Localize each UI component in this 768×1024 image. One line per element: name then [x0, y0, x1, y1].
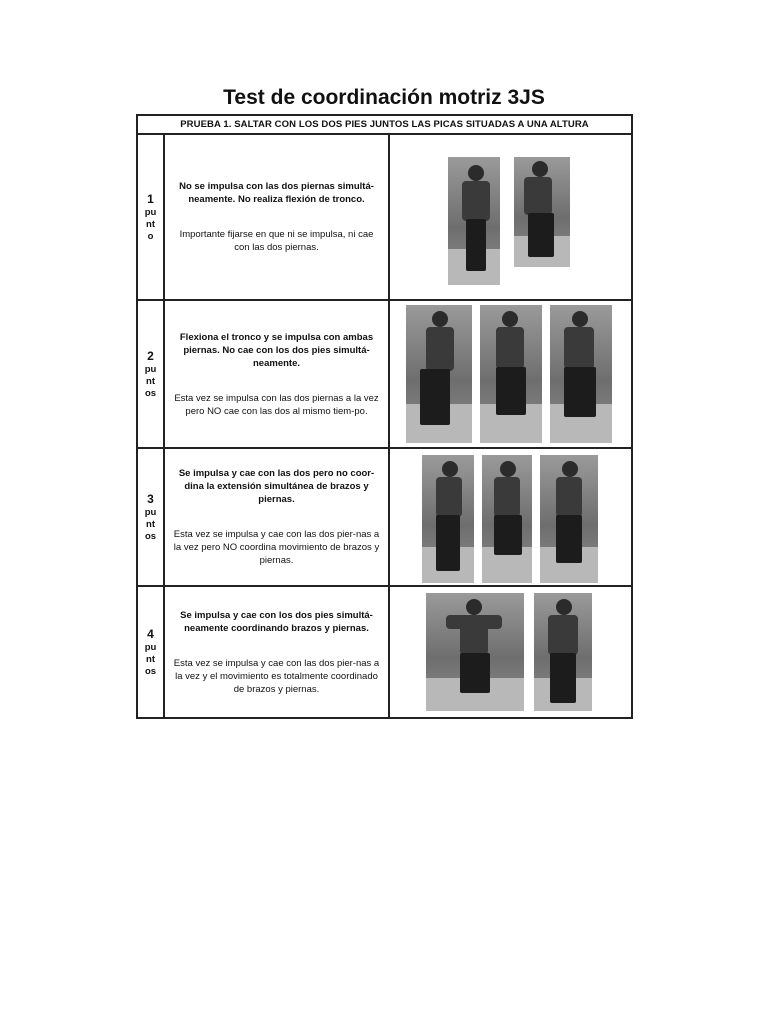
note-text: Esta vez se impulsa y cae con las dos pier-nas a la vez y el movimiento es totalmente coordinado de brazos y piernas.: [173, 657, 380, 695]
note-text: Importante fijarse en que ni se impulsa, ni cae con las dos piernas.: [179, 229, 374, 253]
description-cell: [164, 300, 389, 448]
photo-cell: [389, 448, 632, 586]
score-word-part: os: [144, 530, 157, 542]
photo-cell: [389, 586, 632, 718]
jump-photo: [480, 305, 542, 443]
table-row: [137, 448, 632, 586]
score-number: 2: [147, 348, 154, 363]
criterion-text: Se impulsa y cae con los dos pies simultá-neamente coordinando brazos y piernas.: [180, 609, 373, 634]
score-word-part: pu: [144, 641, 157, 653]
jump-photo: [448, 157, 500, 285]
score-word-part: o: [147, 230, 154, 242]
score-word-part: nt: [146, 375, 155, 387]
criterion-text: Flexiona el tronco y se impulsa con ambas piernas. No cae con los dos pies simultá-neamente.: [179, 331, 374, 369]
score-word-part: pu: [144, 506, 157, 518]
note-text: Esta vez se impulsa y cae con las dos pier-nas a la vez pero NO coordina movimiento de brazos y piernas.: [173, 529, 380, 566]
description-cell: [164, 586, 389, 718]
table-header-row: [137, 115, 632, 134]
score-cell: [137, 300, 164, 448]
score-number: 4: [147, 626, 154, 641]
criterion-text: Se impulsa y cae con las dos pero no coor-dina la extensión simultánea de brazos y piernas.: [178, 468, 375, 505]
score-number: 1: [147, 191, 154, 206]
jump-photo: [550, 305, 612, 443]
jump-photo: [514, 157, 570, 267]
criterion-text: No se impulsa con las dos piernas simultá-neamente. No realiza flexión de tronco.: [179, 181, 374, 205]
note-text: Esta vez se impulsa con las dos piernas a la vez pero NO cae con las dos al mismo tiem-po.: [174, 392, 379, 417]
score-word-part: os: [144, 665, 157, 677]
score-word-part: pu: [144, 206, 157, 218]
score-word-part: pu: [144, 363, 157, 375]
table-row: [137, 134, 632, 300]
score-word-part: os: [144, 387, 157, 399]
test-table: [136, 114, 633, 719]
jump-photo: [534, 593, 592, 711]
score-cell: [137, 586, 164, 718]
photo-cell: [389, 134, 632, 300]
jump-photo: [426, 593, 524, 711]
jump-photo: [540, 455, 598, 583]
score-word-part: nt: [146, 518, 155, 530]
photo-cell: [389, 300, 632, 448]
table-header: PRUEBA 1. SALTAR CON LOS DOS PIES JUNTOS LAS PICAS SITUADAS A UNA ALTURA: [137, 115, 632, 134]
score-word-part: nt: [146, 653, 155, 665]
score-cell: [137, 134, 164, 300]
score-word-part: nt: [146, 218, 155, 230]
document-title: Test de coordinación motriz 3JS: [223, 86, 545, 109]
score-number: 3: [147, 491, 154, 506]
score-cell: [137, 448, 164, 586]
table-row: [137, 586, 632, 718]
jump-photo: [422, 455, 474, 583]
table-row: [137, 300, 632, 448]
description-cell: [164, 448, 389, 586]
jump-photo: [406, 305, 472, 443]
jump-photo: [482, 455, 532, 583]
description-cell: [164, 134, 389, 300]
